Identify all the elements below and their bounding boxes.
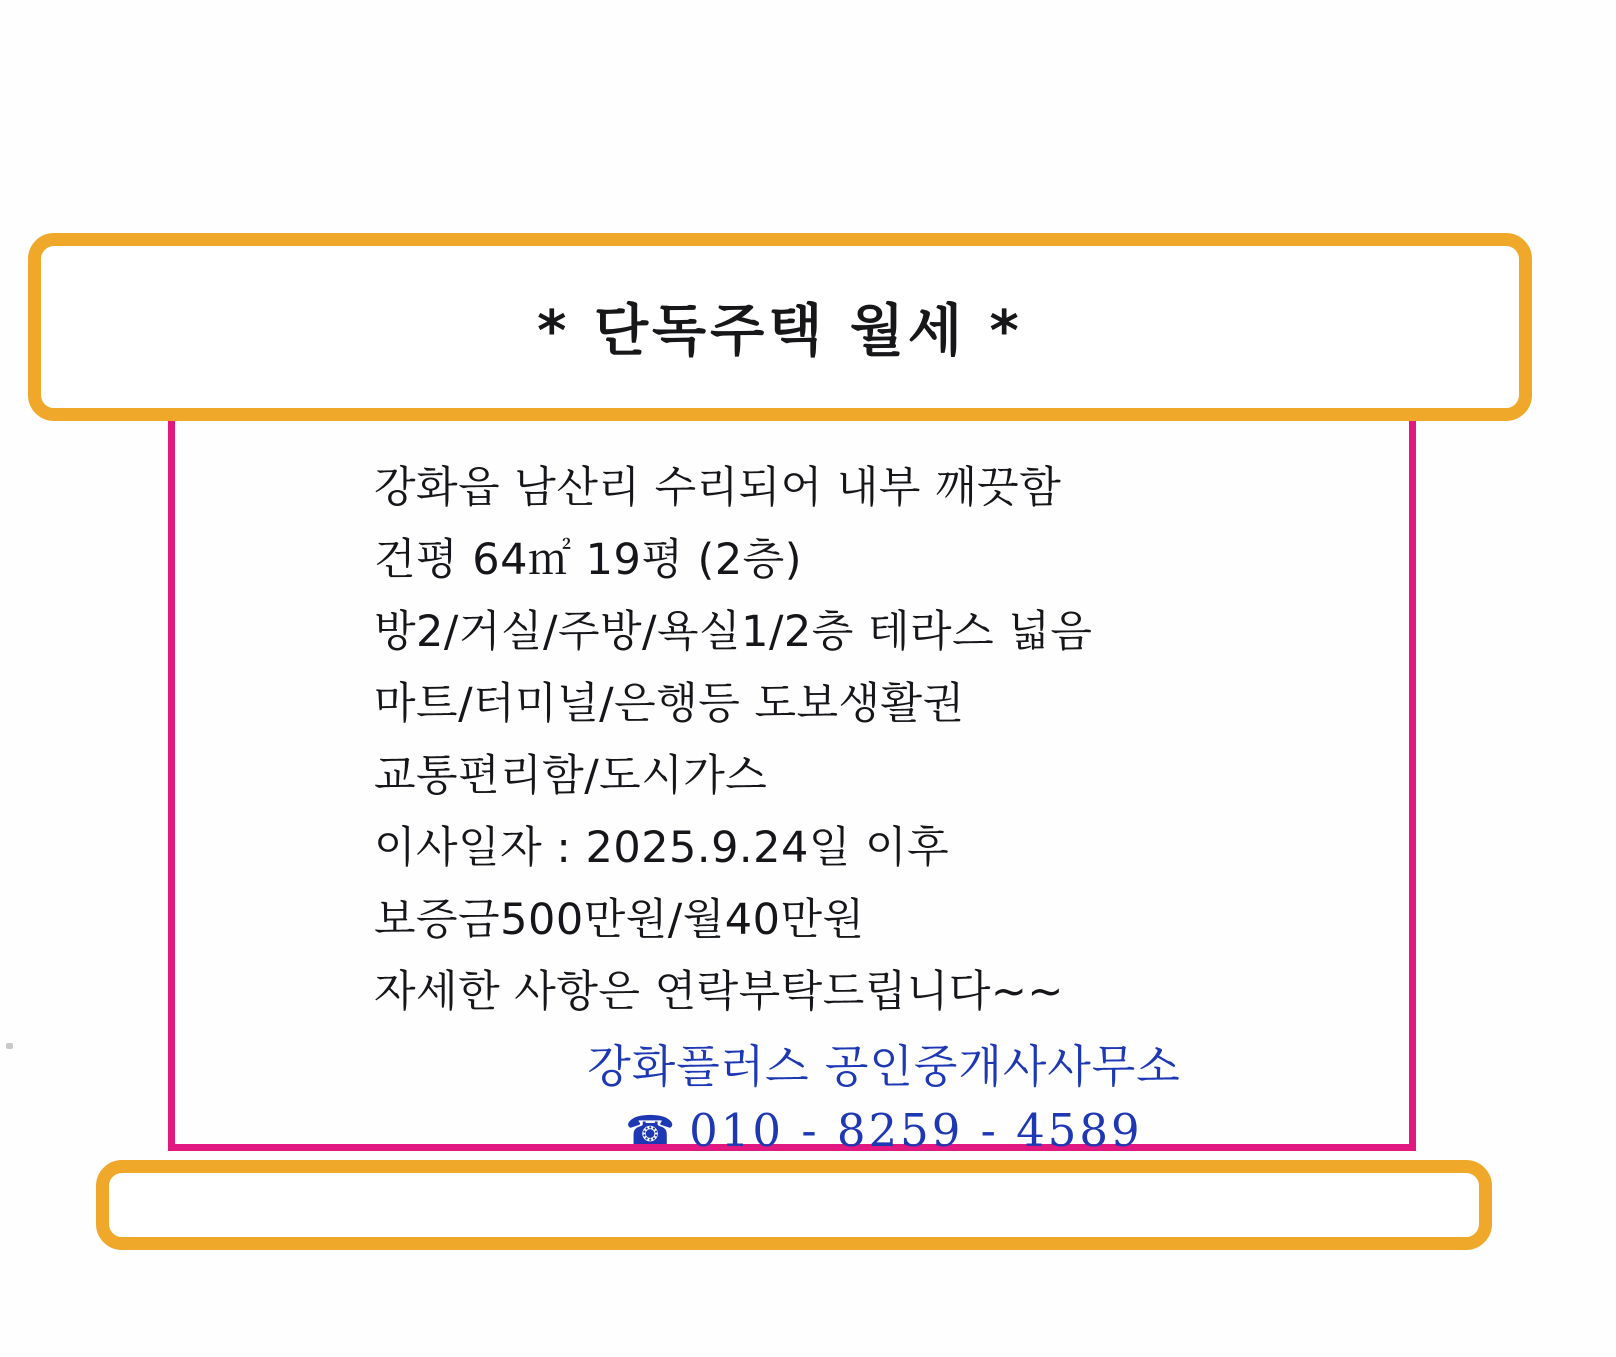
- telephone-icon: ☎: [625, 1107, 676, 1154]
- listing-details: [374, 452, 1394, 1157]
- detail-line-area: 건평 64㎡ 19평 (2층): [374, 535, 802, 585]
- scan-speck: [6, 1043, 13, 1049]
- detail-line-transport: 교통편리함/도시가스: [374, 751, 768, 801]
- phone-row[interactable]: [374, 1104, 1394, 1157]
- detail-line-contact-note: 자세한 사항은 연락부탁드립니다~~: [374, 967, 1064, 1017]
- phone-number[interactable]: 010 - 8259 - 4589: [689, 1104, 1143, 1157]
- detail-line-price: 보증금500만원/월40만원: [374, 895, 865, 945]
- agency-name: 강화플러스 공인중개사사무소: [587, 1040, 1181, 1093]
- detail-line-movein-date: 이사일자 : 2025.9.24일 이후: [374, 823, 950, 873]
- page-title: * 단독주택 월세 *: [537, 299, 1023, 364]
- detail-line-amenities: 마트/터미널/은행등 도보생활권: [374, 679, 965, 729]
- detail-line-rooms: 방2/거실/주방/욕실1/2층 테라스 넓음: [374, 607, 1093, 657]
- title-banner: [28, 233, 1532, 421]
- detail-line-location: 강화읍 남산리 수리되어 내부 깨끗함: [374, 463, 1062, 513]
- bottom-banner: [96, 1160, 1492, 1250]
